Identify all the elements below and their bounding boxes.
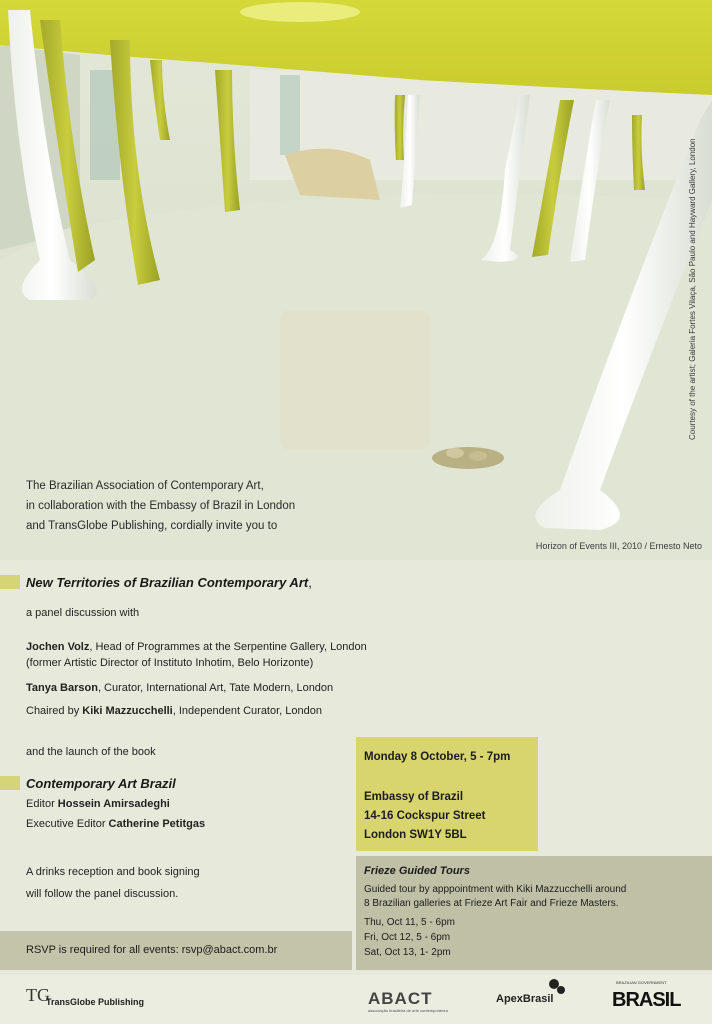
frieze-tours-box <box>356 856 712 970</box>
speaker-role: (former Artistic Director of Instituto Inhotim, Belo Horizonte) <box>26 657 314 669</box>
event-title-suffix: , <box>308 575 312 590</box>
chair-name: Kiki Mazzucchelli <box>82 705 173 717</box>
venue-box <box>356 737 538 851</box>
artwork-caption: Horizon of Events III, 2010 / Ernesto Neto <box>535 541 702 551</box>
intro-line: in collaboration with the Embassy of Brazil in London <box>26 500 296 512</box>
speaker-name: Tanya Barson <box>26 682 98 694</box>
address-line: Embassy of Brazil <box>364 791 464 803</box>
apexbrasil-icon <box>548 978 566 996</box>
section-marker <box>0 575 20 589</box>
footer-logos <box>0 975 712 1024</box>
event-subtitle: a panel discussion with <box>26 607 140 619</box>
intro-line: The Brazilian Association of Contemporary Art, <box>26 480 264 492</box>
tour-time: Sat, Oct 13, 1- 2pm <box>364 947 451 958</box>
event-title-text: New Territories of Brazilian Contemporary Art <box>26 575 309 590</box>
rsvp-text[interactable]: RSVP is required for all events: rsvp@abact.com.br <box>26 944 278 956</box>
book-title: Contemporary Art Brazil <box>26 776 176 791</box>
rsvp-bar <box>0 931 352 970</box>
speaker-line <box>26 657 313 669</box>
photo-credit: Courtesy of the artist; Galeria Fortes Vilaça, São Paulo and Hayward Gallery, London <box>688 138 697 440</box>
editor-prefix: Editor <box>26 798 58 810</box>
tours-times <box>364 915 455 960</box>
editor-line <box>26 798 170 810</box>
chair-line <box>26 705 322 717</box>
speaker-line <box>26 641 367 653</box>
tour-time: Fri, Oct 12, 5 - 6pm <box>364 932 451 943</box>
speaker-role: , Head of Programmes at the Serpentine Gallery, London <box>89 641 367 653</box>
tours-desc-line: 8 Brazilian galleries at Frieze Art Fair and Frieze Masters. <box>364 898 619 909</box>
abact-subtitle: associação brasileira de arte contemporânea <box>368 1008 448 1013</box>
speaker-role: , Curator, International Art, Tate Modern, London <box>97 682 334 694</box>
transglobe-logo-mark: TG <box>26 985 50 1005</box>
book-launch-line: and the launch of the book <box>26 746 156 758</box>
chair-prefix: Chaired by <box>26 705 83 717</box>
brasil-logo: BRASIL <box>612 989 681 1011</box>
intro-line: and TransGlobe Publishing, cordially invite you to <box>26 520 278 532</box>
executive-editor-line <box>26 818 205 830</box>
exec-prefix: Executive Editor <box>26 818 109 830</box>
address-line: 14-16 Cockspur Street <box>364 810 486 822</box>
tours-description <box>364 883 626 911</box>
reception-line: A drinks reception and book signing <box>26 866 200 878</box>
event-date: Monday 8 October, 5 - 7pm <box>364 751 511 763</box>
apexbrasil-logo: ApexBrasil <box>496 993 554 1005</box>
invitation-intro <box>26 476 366 536</box>
brasil-gov-label: BRAZILIAN GOVERNMENT <box>616 980 667 985</box>
transglobe-logo: TransGlobe Publishing <box>46 997 145 1007</box>
section-marker <box>0 776 20 790</box>
chair-role: , Independent Curator, London <box>172 705 322 717</box>
address-line: London SW1Y 5BL <box>364 829 467 841</box>
abact-logo: ABACT <box>368 989 433 1008</box>
reception-line: will follow the panel discussion. <box>26 888 179 900</box>
speaker-line <box>26 682 333 694</box>
speaker-name: Jochen Volz <box>26 641 90 653</box>
tours-title: Frieze Guided Tours <box>364 865 470 877</box>
exec-name: Catherine Petitgas <box>108 818 206 830</box>
event-title <box>26 575 312 590</box>
editor-name: Hossein Amirsadeghi <box>57 798 170 810</box>
venue-address <box>364 788 485 845</box>
tours-desc-line: Guided tour by apppointment with Kiki Mazzucchelli around <box>364 884 627 895</box>
tour-time: Thu, Oct 11, 5 - 6pm <box>364 917 455 928</box>
